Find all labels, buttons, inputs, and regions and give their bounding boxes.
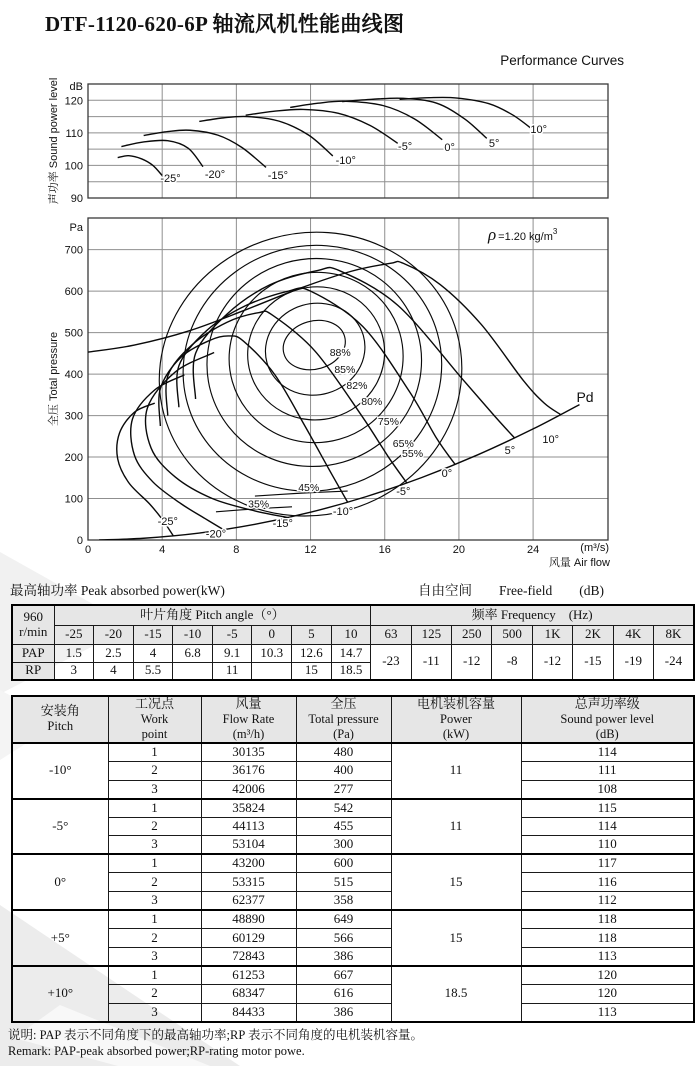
table-cell: 42006: [201, 780, 296, 799]
tick-label: 16: [378, 544, 391, 556]
tick-label: 400: [64, 369, 83, 382]
table-cell: 515: [296, 873, 391, 892]
table-cell: 12.6: [292, 644, 332, 662]
tick-label: Pa: [69, 222, 83, 234]
table-cell: 44113: [201, 817, 296, 836]
table-cell: 63: [371, 625, 411, 644]
table-cell: 120: [521, 966, 694, 985]
table-cell: 115: [521, 799, 694, 818]
table-cell: 8K: [653, 625, 693, 644]
table-cell: 6.8: [173, 644, 213, 662]
table-cell: 566: [296, 929, 391, 948]
table-cell: 118: [521, 910, 694, 929]
remark-chinese: 说明: PAP 表示不同角度下的最高轴功率;RP 表示不同角度的电机装机容量。: [8, 1028, 423, 1042]
table-cell: 2: [108, 929, 201, 948]
column-header: 安装角 Pitch: [12, 696, 108, 743]
tick-label: 200: [64, 452, 83, 465]
tick-label: 500: [64, 327, 83, 340]
contour-label: 45%: [298, 481, 320, 494]
table-cell: -25: [54, 625, 94, 644]
tick-label: (m³/s): [580, 542, 609, 554]
table-cell: 4: [133, 644, 173, 662]
sound-curve-label: -5°: [398, 140, 413, 153]
contour-label: 75%: [377, 415, 399, 428]
table-cell: 15: [292, 662, 332, 680]
y-axis-label: 声功率 Sound power level: [48, 77, 60, 205]
table-cell: 108: [521, 780, 694, 799]
table-cell: 48890: [201, 910, 296, 929]
peak-power-table: [11, 604, 695, 681]
sound-curve-label: 0°: [444, 141, 455, 154]
table-cell: 11: [212, 662, 252, 680]
power-cell: 18.5: [391, 966, 521, 1022]
table-cell: 5.5: [133, 662, 173, 680]
table-cell: 0: [252, 625, 292, 644]
table-cell: 114: [521, 743, 694, 762]
table-cell: 250: [452, 625, 492, 644]
table-cell: -8: [492, 644, 532, 680]
table-cell: 84433: [201, 1003, 296, 1022]
tick-label: 110: [65, 127, 83, 140]
table-cell: -12: [452, 644, 492, 680]
power-cell: 15: [391, 910, 521, 966]
table-cell: 400: [296, 761, 391, 780]
table-cell: 3: [108, 1003, 201, 1022]
peak-power-table-grid: [11, 604, 695, 681]
column-header: 全压 Total pressure (Pa): [296, 696, 391, 743]
sound-curve-label: -20°: [204, 168, 226, 181]
table-cell: 2: [108, 985, 201, 1004]
tick-label: 90: [70, 193, 83, 205]
power-cell: 15: [391, 854, 521, 910]
column-header: 总声功率级 Sound power level (dB): [521, 696, 694, 743]
table-cell: 500: [492, 625, 532, 644]
pitch-cell: -5°: [12, 799, 108, 855]
tick-label: 100: [64, 493, 83, 506]
table-cell: 10: [331, 625, 371, 644]
subtitle-performance-curves: Performance Curves: [500, 53, 624, 68]
table-cell: 1: [108, 854, 201, 873]
pressure-curve-label: 0°: [441, 468, 453, 481]
table-cell: 18.5: [331, 662, 371, 680]
table-cell: 277: [296, 780, 391, 799]
pitch-cell: 0°: [12, 854, 108, 910]
table-cell: 667: [296, 966, 391, 985]
pressure-curve-label: -10°: [332, 505, 354, 518]
tick-label: dB: [69, 81, 83, 93]
table-cell: 386: [296, 1003, 391, 1022]
table-cell: -5: [212, 625, 252, 644]
table-cell: 358: [296, 892, 391, 911]
table-cell: 3: [108, 780, 201, 799]
column-header: 电机装机容量 Power (kW): [391, 696, 521, 743]
power-cell: 11: [391, 743, 521, 799]
pressure-curve--10°: [159, 336, 348, 502]
table-cell: -15: [573, 644, 613, 680]
tick-label: 20: [452, 544, 466, 556]
table-cell: 616: [296, 985, 391, 1004]
table-cell: 4K: [613, 625, 653, 644]
pressure-curve-label: -5°: [396, 486, 411, 499]
pressure-curve-label: 10°: [542, 434, 560, 447]
sound-curve-label: 10°: [530, 123, 547, 136]
table-cell: -23: [371, 644, 411, 680]
pressure-chart: [46, 197, 610, 569]
table-cell: 3: [108, 836, 201, 855]
table-cell: 3: [108, 892, 201, 911]
table-cell: 1: [108, 966, 201, 985]
pressure-curve-label: -15°: [272, 517, 293, 530]
table-cell: [173, 662, 213, 680]
table-cell: 542: [296, 799, 391, 818]
table-cell: -10: [173, 625, 213, 644]
tick-label: 风量 Air flow: [548, 557, 610, 569]
table-cell: 117: [521, 854, 694, 873]
table-cell: 118: [521, 929, 694, 948]
table-cell: [252, 662, 292, 680]
column-header: 风量 Flow Rate (m³/h): [201, 696, 296, 743]
rp-label: RP: [12, 662, 54, 680]
table-cell: 2K: [573, 625, 613, 644]
sound-curve-label: 5°: [488, 137, 500, 150]
sound-curve--5°: [246, 109, 398, 143]
tick-label: 0: [84, 544, 92, 556]
sound-curve-label: -15°: [267, 169, 289, 182]
table-cell: 1: [108, 799, 201, 818]
contour-label: 55%: [402, 447, 424, 460]
contour-label: 80%: [361, 396, 383, 409]
table-cell: 386: [296, 947, 391, 966]
column-header: 工况点 Work point: [108, 696, 201, 743]
table-cell: 113: [521, 1003, 694, 1022]
pap-label: PAP: [12, 644, 54, 662]
table-cell: 9.1: [212, 644, 252, 662]
tick-label: 0: [76, 535, 83, 547]
contour-label: 82%: [346, 379, 368, 392]
performance-data-grid: [11, 695, 695, 1023]
tick-label: 100: [64, 160, 83, 173]
table-cell: 10.3: [252, 644, 292, 662]
pressure-curve-5°: [193, 267, 514, 437]
pitch-cell: +5°: [12, 910, 108, 966]
pitch-angle-header: 叶片角度 Pitch angle（°）: [54, 605, 371, 625]
table-cell: -15: [133, 625, 173, 644]
efficiency-contour-80%: [209, 252, 423, 464]
pitch-cell: +10°: [12, 966, 108, 1022]
contour-label: 85%: [334, 364, 356, 377]
page-title: DTF-1120-620-6P 轴流风机性能曲线图: [45, 12, 405, 36]
table-cell: 114: [521, 817, 694, 836]
table-cell: 116: [521, 873, 694, 892]
table-cell: -19: [613, 644, 653, 680]
contour-label: 35%: [248, 498, 270, 511]
pitch-cell: -10°: [12, 743, 108, 799]
pressure-curve-label: -25°: [157, 515, 178, 528]
pressure-curve-label: 5°: [504, 444, 516, 457]
power-cell: 11: [391, 799, 521, 855]
table-cell: 72843: [201, 947, 296, 966]
table-cell: 53104: [201, 836, 296, 855]
table-cell: 53315: [201, 873, 296, 892]
sound-curve-0°: [290, 101, 442, 140]
table-cell: 4: [94, 662, 134, 680]
table-cell: 1.5: [54, 644, 94, 662]
table-cell: 60129: [201, 929, 296, 948]
table-cell: -12: [532, 644, 572, 680]
performance-data-table: [11, 695, 695, 1023]
sound-power-chart: [46, 78, 608, 205]
remark-english: Remark: PAP-peak absorbed power;RP-rating motor powe.: [8, 1044, 305, 1058]
table-cell: 30135: [201, 743, 296, 762]
table-cell: 113: [521, 947, 694, 966]
table-cell: 35824: [201, 799, 296, 818]
table-cell: 1: [108, 910, 201, 929]
table-cell: 649: [296, 910, 391, 929]
tick-label: 600: [64, 286, 83, 299]
table-cell: 61253: [201, 966, 296, 985]
table-cell: 14.7: [331, 644, 371, 662]
sound-curve-label: -25°: [160, 172, 181, 185]
table-cell: 3: [54, 662, 94, 680]
tick-label: 300: [64, 410, 83, 423]
table-cell: 5: [292, 625, 332, 644]
table-cell: 125: [411, 625, 451, 644]
tick-label: 24: [526, 544, 540, 556]
pressure-curve--20°: [131, 375, 224, 530]
table-cell: 455: [296, 817, 391, 836]
pressure-curve-label: -20°: [205, 528, 227, 541]
table-cell: 68347: [201, 985, 296, 1004]
density-annotation: ρ =1.20 $kg/m^3$: [488, 225, 558, 244]
free-field-caption: 自由空间 Free-field (dB): [418, 583, 604, 598]
table-cell: 1: [108, 743, 201, 762]
table-cell: 2: [108, 761, 201, 780]
table-cell: 2: [108, 873, 201, 892]
tick-label: 120: [64, 95, 83, 108]
tick-label: 700: [64, 244, 83, 257]
table-cell: 480: [296, 743, 391, 762]
rpm-cell: 960 r/min: [12, 605, 54, 644]
table-cell: 1K: [532, 625, 572, 644]
frequency-header: 频率 Frequency (Hz): [371, 605, 694, 625]
table-cell: 110: [521, 836, 694, 855]
table-cell: 600: [296, 854, 391, 873]
table-cell: 120: [521, 985, 694, 1004]
table-cell: 3: [108, 947, 201, 966]
table-cell: 112: [521, 892, 694, 911]
table-cell: 111: [521, 761, 694, 780]
tick-label: 4: [159, 544, 166, 556]
table-cell: -20: [94, 625, 134, 644]
table-cell: 43200: [201, 854, 296, 873]
pd-label: Pd: [576, 388, 594, 405]
contour-label: 65%: [392, 437, 414, 450]
table-cell: 62377: [201, 892, 296, 911]
table-cell: 36176: [201, 761, 296, 780]
table-cell: 2.5: [94, 644, 134, 662]
tick-label: 12: [304, 544, 317, 556]
table-cell: 2: [108, 817, 201, 836]
contour-label: 88%: [329, 347, 351, 360]
table-cell: -11: [411, 644, 451, 680]
table-cell: -24: [653, 644, 693, 680]
tick-label: 8: [233, 544, 240, 556]
y-axis-label: 全压 Total pressure: [48, 331, 60, 427]
sound-curve-10°: [400, 97, 534, 130]
table-cell: 300: [296, 836, 391, 855]
sound-curve-label: -10°: [335, 154, 356, 167]
peak-power-caption: 最高轴功率 Peak absorbed power(kW): [10, 583, 225, 598]
